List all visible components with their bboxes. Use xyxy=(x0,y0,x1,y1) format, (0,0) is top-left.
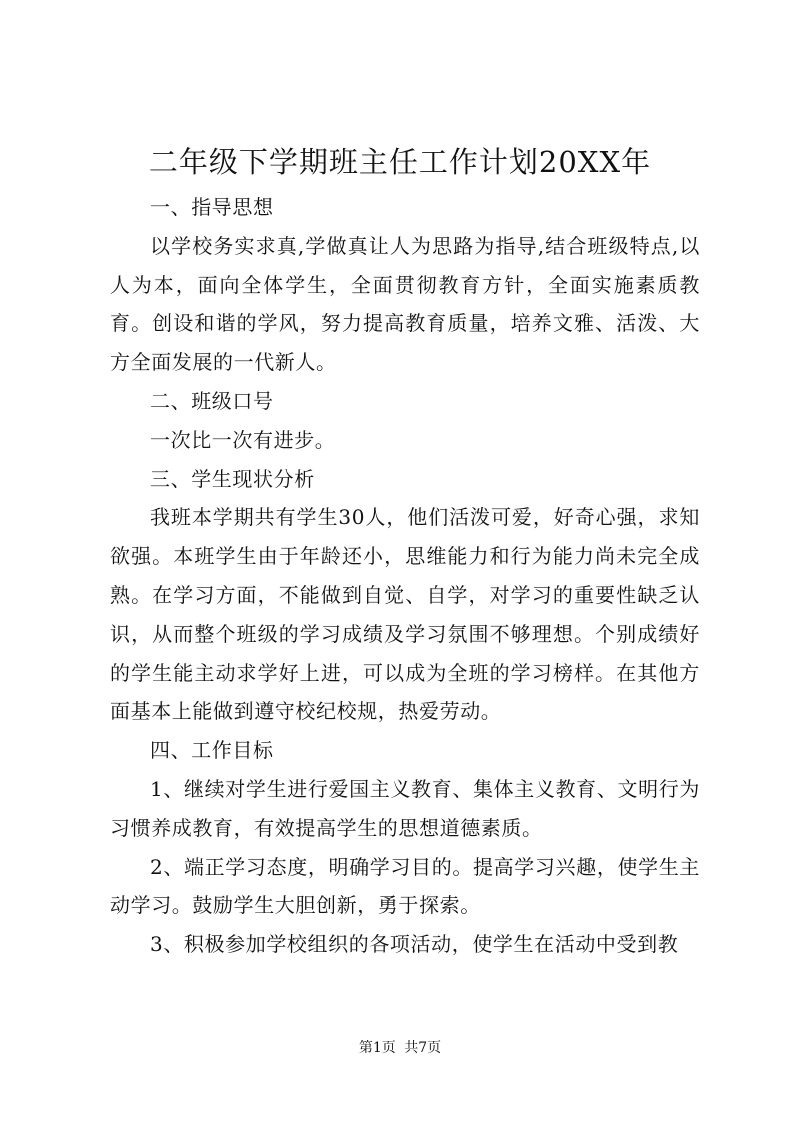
paragraph-goal-1: 1、继续对学生进行爱国主义教育、集体主义教育、文明行为习惯养成教育，有效提高学生的思想道德素质。 xyxy=(110,776,700,840)
section-heading-class-slogan: 二、班级口号 xyxy=(150,388,274,413)
paragraph-guiding-thought: 以学校务实求真,学做真让人为思路为指导,结合班级特点,以人为本，面向全体学生，全面贯彻教育方针，全面实施素质教育。创设和谐的学风，努力提高教育质量，培养文雅、活泼、大方全面发展的一代新人。 xyxy=(110,233,700,375)
page-footer xyxy=(0,1038,800,1058)
page-number: 第1页 xyxy=(358,1040,396,1056)
section-heading-student-analysis: 三、学生现状分析 xyxy=(150,466,315,491)
paragraph-goal-2: 2、端正学习态度，明确学习目的。提高学习兴趣，使学生主动学习。鼓励学生大胆创新，勇于探索。 xyxy=(110,854,700,918)
section-heading-guiding-thought: 一、指导思想 xyxy=(150,195,274,219)
page-total: 共7页 xyxy=(404,1040,442,1056)
paragraph-class-slogan: 一次比一次有进步。 xyxy=(150,427,336,452)
paragraph-goal-3: 3、积极参加学校组织的各项活动，使学生在活动中受到教 xyxy=(150,932,679,957)
paragraph-student-analysis: 我班本学期共有学生30人，他们活泼可爱，好奇心强，求知欲强。本班学生由于年龄还小，思维能力和行为能力尚未完全成熟。在学习方面，不能做到自觉、自学，对学习的重要性缺乏认识，从而整个班级的学习成绩及学习氛围不够理想。个别成绩好的学生能主动求学好上进，可以成为全班的学习榜样。在其他方面基本上能做到遵守校纪校规，热爱劳动。 xyxy=(110,505,700,724)
document-title: 二年级下学期班主任工作计划20XX年 xyxy=(148,145,652,179)
document-body xyxy=(110,188,700,964)
section-heading-work-goals: 四、工作目标 xyxy=(150,738,274,763)
